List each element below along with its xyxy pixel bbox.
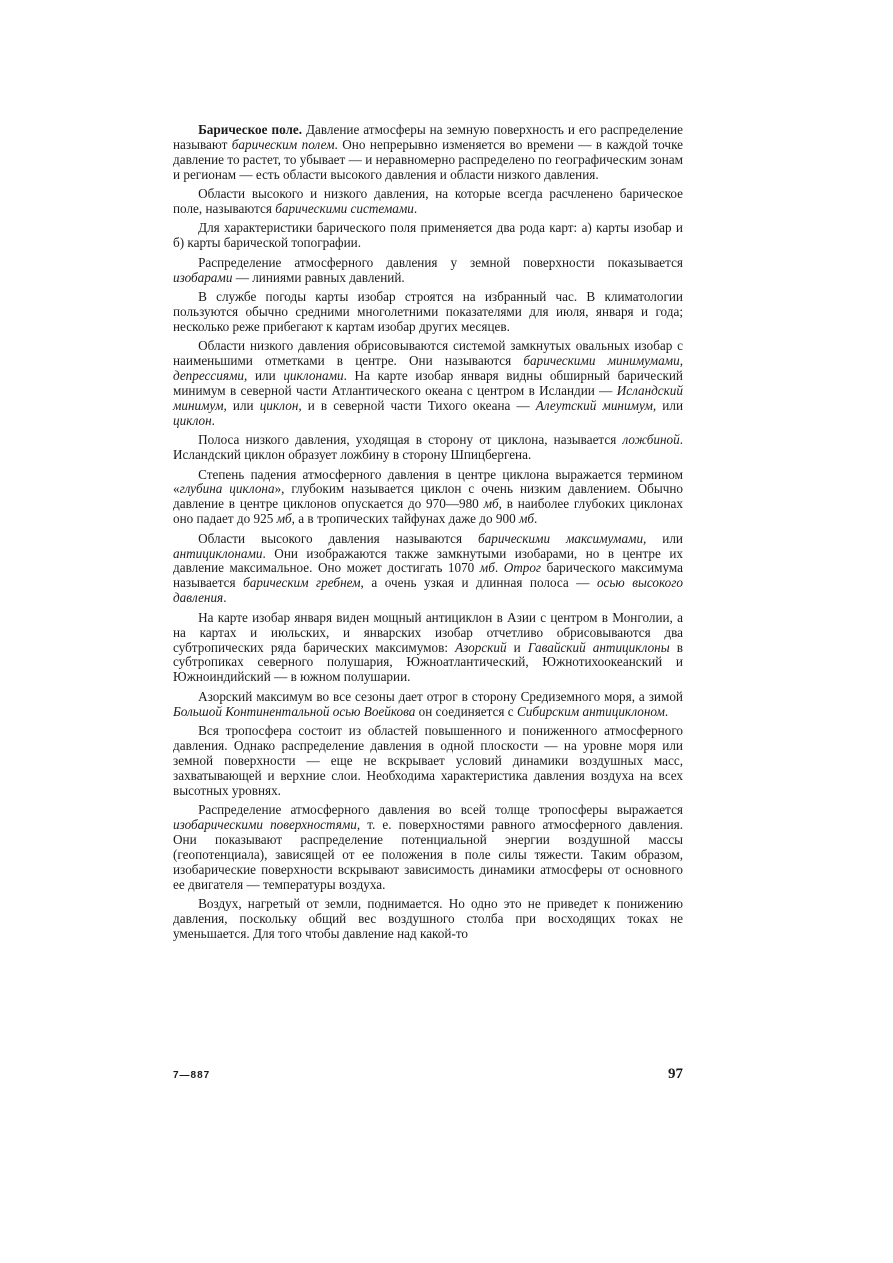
paragraph	[173, 532, 683, 607]
text-run: Области низкого давления обрисовываются системой замкнутых овальных изобар с наименьшими отметками в центре. Они называются	[173, 338, 683, 369]
page-number: 97	[668, 1066, 683, 1082]
text-run: Воздух, нагретый от земли, поднимается. Но одно это не приведет к понижению давления, поскольку общий вес воздушного столба при восходящих токах не уменьшается. Для того чтобы давление над какой-то	[173, 896, 683, 941]
paragraph	[173, 256, 683, 286]
italic-term: Большой Континентальной осью Воейкова	[173, 703, 416, 719]
italic-term: мб	[479, 560, 495, 576]
text-run: Распределение атмосферного давления у земной поверхности показывается	[198, 254, 683, 270]
italic-term: барическими максимумами,	[478, 530, 647, 546]
page-footer	[173, 1066, 683, 1086]
italic-term: Гавайский антициклоны	[527, 639, 670, 655]
italic-term: мб	[518, 511, 535, 527]
italic-term: Исландский минимум,	[173, 383, 683, 413]
text-run: . На карте изобар января видны обширный барический минимум в северной части Атлантического океана с центром в Исландии —	[173, 368, 683, 398]
text-run: Области высокого давления называются	[198, 530, 479, 546]
paragraph	[173, 611, 683, 686]
text-run: Для характеристики барического поля применяется два рода карт: а) карты изобар и б) карты барической топографии.	[173, 220, 683, 251]
paragraph	[173, 468, 683, 528]
italic-term: изобарами	[173, 269, 233, 285]
text-run: или	[646, 530, 683, 546]
text-run: Полоса низкого давления, уходящая в сторону от циклона, называется	[198, 432, 623, 448]
italic-term: Алеутский минимум,	[535, 397, 657, 413]
text-run: Степень падения атмосферного давления в центре циклона выражается термином «	[173, 466, 683, 497]
italic-term: ложбиной	[622, 432, 680, 448]
paragraph	[173, 803, 683, 892]
page-body	[173, 123, 683, 946]
italic-term: барическими минимумами, депрессиями,	[173, 353, 683, 384]
text-run: .	[494, 560, 504, 576]
italic-term: Отрог	[503, 560, 542, 576]
italic-term: барическим полем	[231, 136, 335, 152]
paragraph	[173, 897, 683, 942]
italic-term: циклон,	[259, 397, 302, 413]
italic-term: мб	[276, 511, 292, 527]
paragraph	[173, 339, 683, 428]
text-run: . Они изображаются также замкнутыми изобарами, но в центре их давление максимальное. Оно может достигать 1070	[173, 545, 683, 576]
italic-term: мб	[483, 496, 499, 512]
text-run: Распределение атмосферного давления во всей толще тропосферы выражается	[198, 802, 683, 818]
italic-term: антициклонами	[173, 545, 263, 561]
paragraph	[173, 724, 683, 799]
text-run: или	[656, 397, 684, 413]
italic-term: глубина циклона	[179, 481, 275, 497]
text-run: , а очень узкая и длинная полоса —	[360, 575, 597, 591]
text-run: Вся тропосфера состоит из областей повышенного и пониженного атмосферного давления. Однако распределение давления в одной плоскости — на уровне моря или земной поверхности — еще не вскрывает условий динамики воздушных масс, захватывающей и верхние слои. Необходима характеристика давления воздуха на всех высотных уровнях.	[173, 723, 683, 798]
italic-term: осью высокого давления	[173, 575, 683, 606]
text-run: Азорский максимум во все сезоны дает отрог в сторону Средиземного моря, а зимой	[198, 688, 683, 704]
text-run: .	[211, 412, 215, 428]
text-run: или	[226, 397, 260, 413]
printer-signature: 7—887	[173, 1070, 211, 1081]
italic-term: барическим гребнем	[243, 575, 361, 591]
text-run: .	[664, 703, 669, 719]
text-run: », глубоким называется циклон с очень низким давлением. Обычно давление в центре циклонов опускается до 970—980	[173, 481, 683, 512]
paragraph	[173, 187, 683, 217]
text-run: или	[247, 368, 284, 384]
paragraph	[173, 433, 683, 463]
text-run: барического максимума называется	[173, 560, 683, 591]
text-run: Области высокого и низкого давления, на которые всегда расчленено барическое поле, называются	[173, 186, 683, 217]
text-run: — линиями равных давлений.	[232, 269, 405, 285]
text-run: и в северной части Тихого океана —	[301, 397, 536, 413]
italic-term: циклонами	[283, 368, 344, 384]
text-run: , т. е. поверхностями равного атмосферного давления. Они показывают распределение потенциальной энергии воздушной массы (геопотенциала), зависящей от ее положения в поле силы тяжести. Таким образом, изобарические поверхности вскрывают зависимость динамики атмосферы от основного ее двигателя — температуры воздуха.	[173, 816, 683, 892]
text-run: В службе погоды карты изобар строятся на избранный час. В климатологии пользуются обычно средними многолетними показателями для июля, января и года; несколько реже прибегают к картам изобар других месяцев.	[173, 289, 683, 334]
text-run: На карте изобар января виден мощный антициклон в Азии с центром в Монголии, а на картах и июльских, и январских изобар отчетливо обрисовываются два субтропических ряда барических максимумов:	[173, 609, 683, 655]
text-run: Давление атмосферы на земную поверхность и его распределение называют	[173, 122, 683, 152]
text-run: , а в тропических тайфунах даже до 900	[291, 511, 519, 527]
paragraph	[173, 290, 683, 335]
paragraph	[173, 690, 683, 720]
text-run: он соединяется с	[415, 703, 517, 719]
italic-term: Азорский	[455, 639, 507, 655]
text-run: . Оно непрерывно изменяется во времени — в каждой точке давление то растет, то убывает — и неравномерно распределено по географическим зонам и регионам — есть области высокого давления и области низкого давления.	[173, 136, 683, 182]
text-run: , в наиболее глубоких циклонах оно падает до 925	[173, 496, 683, 527]
paragraph	[173, 221, 683, 251]
italic-term: циклон	[173, 412, 212, 428]
text-run: и	[506, 639, 528, 655]
text-run: . Исландский циклон образует ложбину в сторону Шпицбергена.	[173, 432, 683, 463]
text-run: .	[413, 201, 418, 217]
italic-term: барическими системами	[275, 201, 414, 217]
italic-term: изобарическими поверхностями	[173, 816, 357, 832]
paragraph	[173, 123, 683, 183]
text-run: в субтропиках северного полушария, Южноатлантический, Южнотихоокеанский и Южноиндийский — в южном полушарии.	[173, 639, 683, 685]
italic-term: Сибирским антициклоном	[516, 703, 665, 719]
text-run: .	[223, 590, 227, 606]
bold-term: Барическое поле.	[198, 122, 303, 137]
text-run: .	[534, 511, 538, 527]
